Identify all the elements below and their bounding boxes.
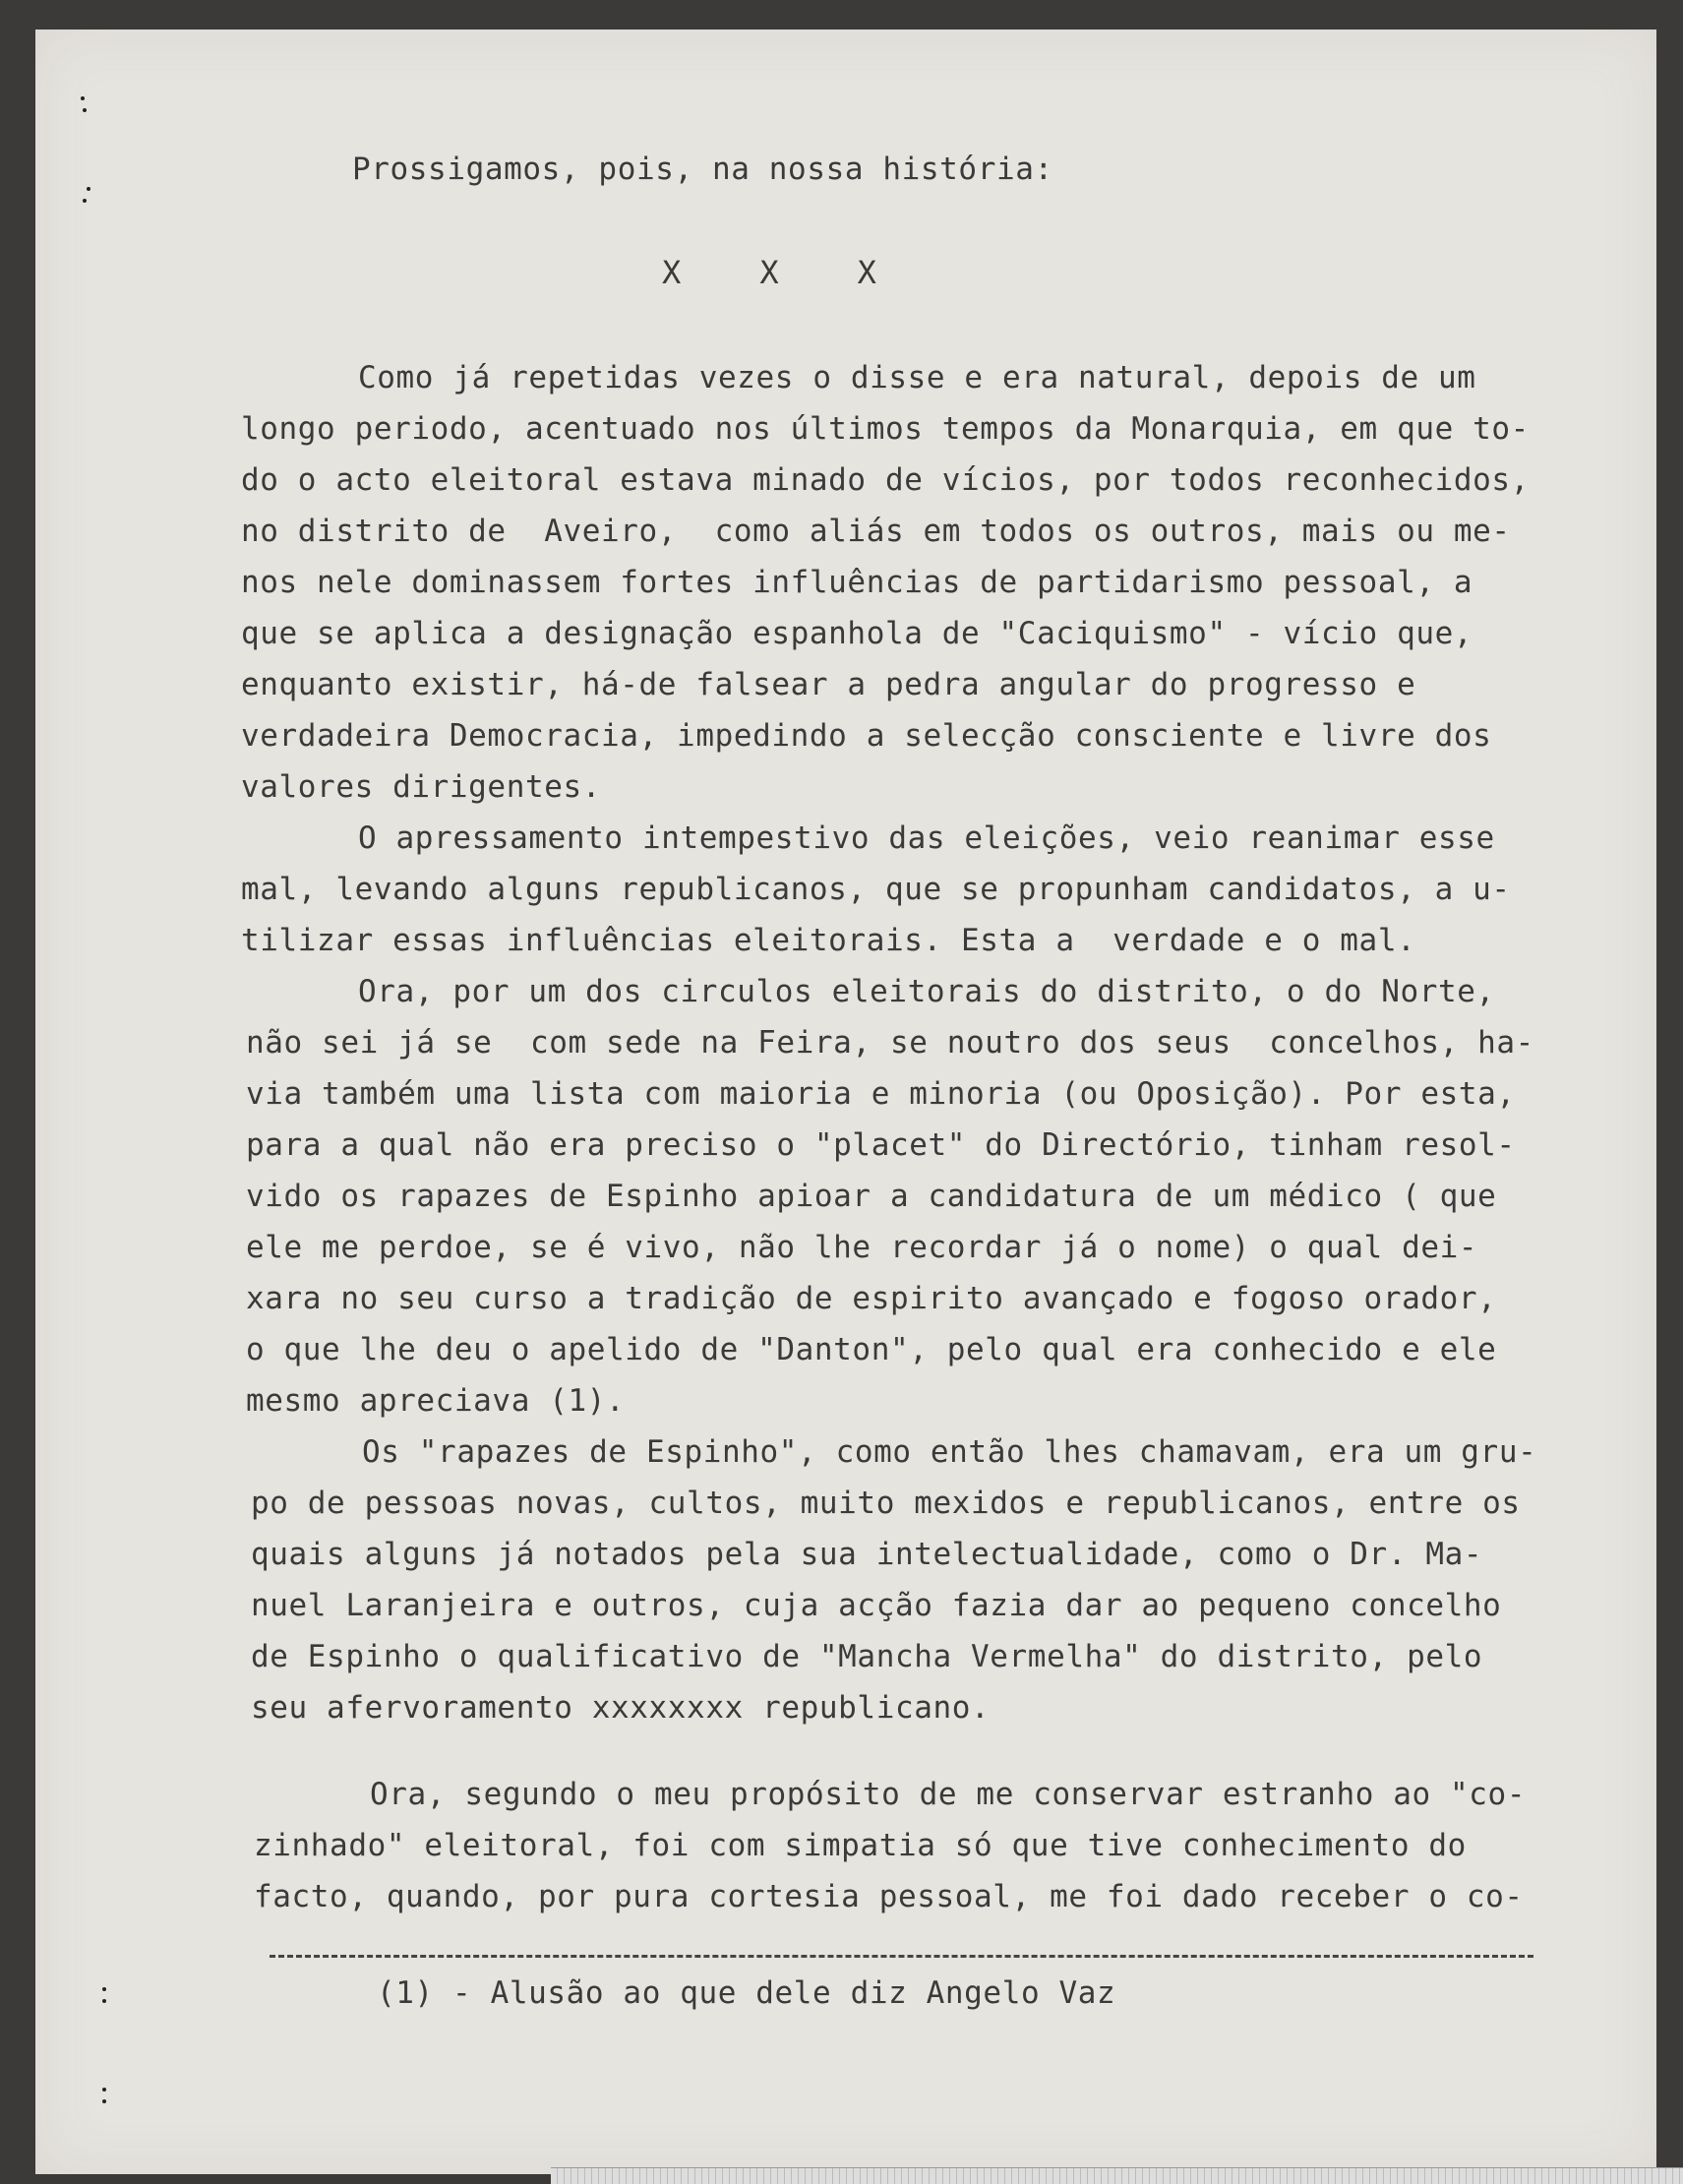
- text-line: quais alguns já notados pela sua intelectualidade, como o Dr. Ma-: [251, 1537, 1483, 1572]
- text-line: Ora, segundo o meu propósito de me conservar estranho ao "co-: [370, 1777, 1527, 1812]
- text-line: valores dirigentes.: [241, 769, 602, 805]
- page-heading: Prossigamos, pois, na nossa história:: [352, 152, 1053, 187]
- binder-hole-mark: [102, 1999, 106, 2003]
- binder-hole-mark: [102, 2099, 106, 2103]
- text-line: do o acto eleitoral estava minado de vícios, por todos reconhecidos,: [241, 462, 1530, 498]
- scan-ruler-strip: [551, 2167, 1683, 2184]
- text-line: seu afervoramento xxxxxxxx republicano.: [251, 1690, 991, 1726]
- footnote-separator: [270, 1955, 1533, 1958]
- section-separator: X X X: [662, 254, 877, 291]
- text-line: nuel Laranjeira e outros, cuja acção fazia dar ao pequeno concelho: [251, 1588, 1502, 1623]
- text-line: zinhado" eleitoral, foi com simpatia só que tive conhecimento do: [254, 1828, 1467, 1863]
- text-line: nos nele dominassem fortes influências de partidarismo pessoal, a: [241, 565, 1473, 600]
- text-line: ele me perdoe, se é vivo, não lhe recordar já o nome) o qual dei-: [246, 1230, 1478, 1265]
- text-line: não sei já se com sede na Feira, se noutro dos seus concelhos, ha-: [246, 1025, 1534, 1061]
- text-line: vido os rapazes de Espinho apioar a candidatura de um médico ( que: [246, 1179, 1497, 1214]
- text-line: Ora, por um dos circulos eleitorais do distrito, o do Norte,: [358, 974, 1495, 1009]
- binder-hole-mark: [83, 108, 87, 112]
- text-line: Os "rapazes de Espinho", como então lhes chamavam, era um gru-: [362, 1434, 1537, 1470]
- text-line: de Espinho o qualificativo de "Mancha Vermelha" do distrito, pelo: [251, 1639, 1483, 1674]
- binder-hole-mark: [87, 187, 90, 191]
- text-line: no distrito de Aveiro, como aliás em todos os outros, mais ou me-: [241, 514, 1511, 549]
- text-line: para a qual não era preciso o "placet" do Directório, tinham resol-: [246, 1127, 1516, 1163]
- text-line: Como já repetidas vezes o disse e era natural, depois de um: [358, 360, 1476, 395]
- text-line: via também uma lista com maioria e minoria (ou Oposição). Por esta,: [246, 1076, 1516, 1112]
- binder-hole-mark: [81, 96, 85, 100]
- binder-hole-mark: [102, 2088, 106, 2092]
- text-line: po de pessoas novas, cultos, muito mexidos e republicanos, entre os: [251, 1486, 1521, 1521]
- text-line: mesmo apreciava (1).: [246, 1383, 626, 1419]
- text-line: o que lhe deu o apelido de "Danton", pelo qual era conhecido e ele: [246, 1332, 1497, 1367]
- text-line: mal, levando alguns republicanos, que se propunham candidatos, a u-: [241, 872, 1511, 907]
- text-line: O apressamento intempestivo das eleições, veio reanimar esse: [358, 820, 1495, 856]
- text-line: tilizar essas influências eleitorais. Esta a verdade e o mal.: [241, 923, 1416, 958]
- text-line: longo periodo, acentuado nos últimos tempos da Monarquia, em que to-: [241, 411, 1530, 447]
- binder-hole-mark: [102, 1987, 106, 1991]
- text-line: facto, quando, por pura cortesia pessoal, me foi dado receber o co-: [254, 1879, 1524, 1914]
- binder-hole-mark: [83, 199, 87, 203]
- footnote: (1) - Alusão ao que dele diz Angelo Vaz: [377, 1975, 1116, 2011]
- text-line: verdadeira Democracia, impedindo a selecção consciente e livre dos: [241, 718, 1492, 754]
- text-line: xara no seu curso a tradição de espirito avançado e fogoso orador,: [246, 1281, 1497, 1316]
- text-line: enquanto existir, há-de falsear a pedra angular do progresso e: [241, 667, 1416, 702]
- text-line: que se aplica a designação espanhola de "Caciquismo" - vício que,: [241, 616, 1473, 651]
